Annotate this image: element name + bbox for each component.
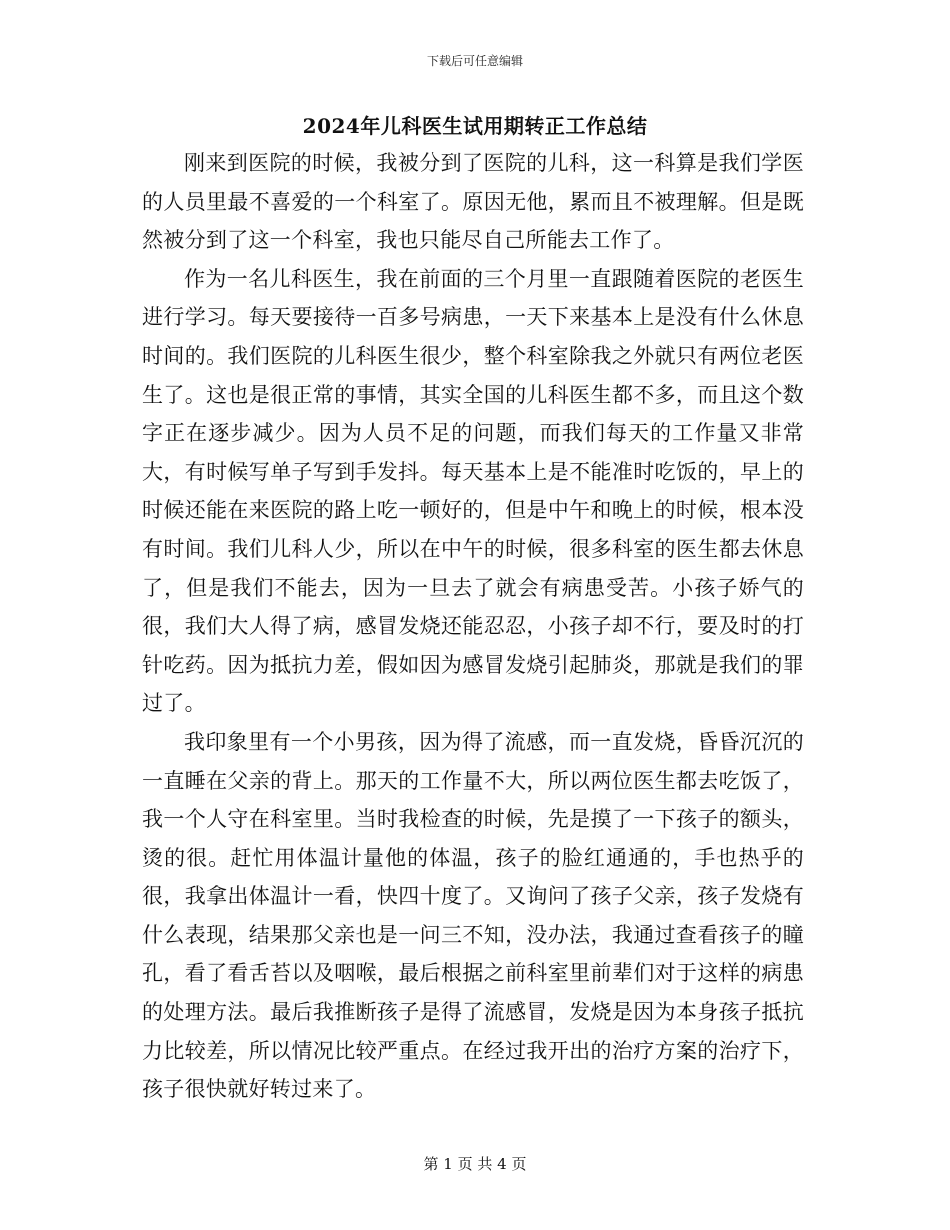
paragraph-3: 我印象里有一个小男孩，因为得了流感，而一直发烧，昏昏沉沉的一直睡在父亲的背上。那天的工作量不大，所以两位医生都去吃饭了，我一个人守在科室里。当时我检查的时候，先是摸了一下孩子的额头，烫的很。赶忙用体温计量他的体温，孩子的脸红通通的，手也热乎的很，我拿出体温计一看，快四十度了。又询问了孩子父亲，孩子发烧有什么表现，结果那父亲也是一问三不知，没办法，我通过查看孩子的瞳孔，看了看舌苔以及咽喉，最后根据之前科室里前辈们对于这样的病患的处理方法。最后我推断孩子是得了流感冒，发烧是因为本身孩子抵抗力比较差，所以情况比较严重点。在经过我开出的治疗方案的治疗下，孩子很快就好转过来了。 <box>142 729 804 1102</box>
page-header-note: 下载后可任意编辑 <box>426 54 523 68</box>
page-number-footer: 第 1 页 共 4 页 <box>423 1155 527 1173</box>
paragraph-2: 作为一名儿科医生，我在前面的三个月里一直跟随着医院的老医生进行学习。每天要接待一百多号病患，一天下来基本上是没有什么休息时间的。我们医院的儿科医生很少，整个科室除我之外就只有两位老医生了。这也是很正常的事情，其实全国的儿科医生都不多，而且这个数字正在逐步减少。因为人员不足的问题，而我们每天的工作量又非常大，有时候写单子写到手发抖。每天基本上是不能准时吃饭的，早上的时候还能在来医院的路上吃一顿好的，但是中午和晚上的时候，根本没有时间。我们儿科人少，所以在中午的时候，很多科室的医生都去休息了，但是我们不能去，因为一旦去了就会有病患受苦。小孩子娇气的很，我们大人得了病，感冒发烧还能忍忍，小孩子却不行，要及时的打针吃药。因为抵抗力差，假如因为感冒发烧引起肺炎，那就是我们的罪过了。 <box>142 266 804 716</box>
document-title: 2024年儿科医生试用期转正工作总结 <box>302 114 648 138</box>
paragraph-1: 刚来到医院的时候，我被分到了医院的儿科，这一科算是我们学医的人员里最不喜爱的一个科室了。原因无他，累而且不被理解。但是既然被分到了这一个科室，我也只能尽自己所能去工作了。 <box>142 151 804 253</box>
document-body <box>142 144 804 1109</box>
